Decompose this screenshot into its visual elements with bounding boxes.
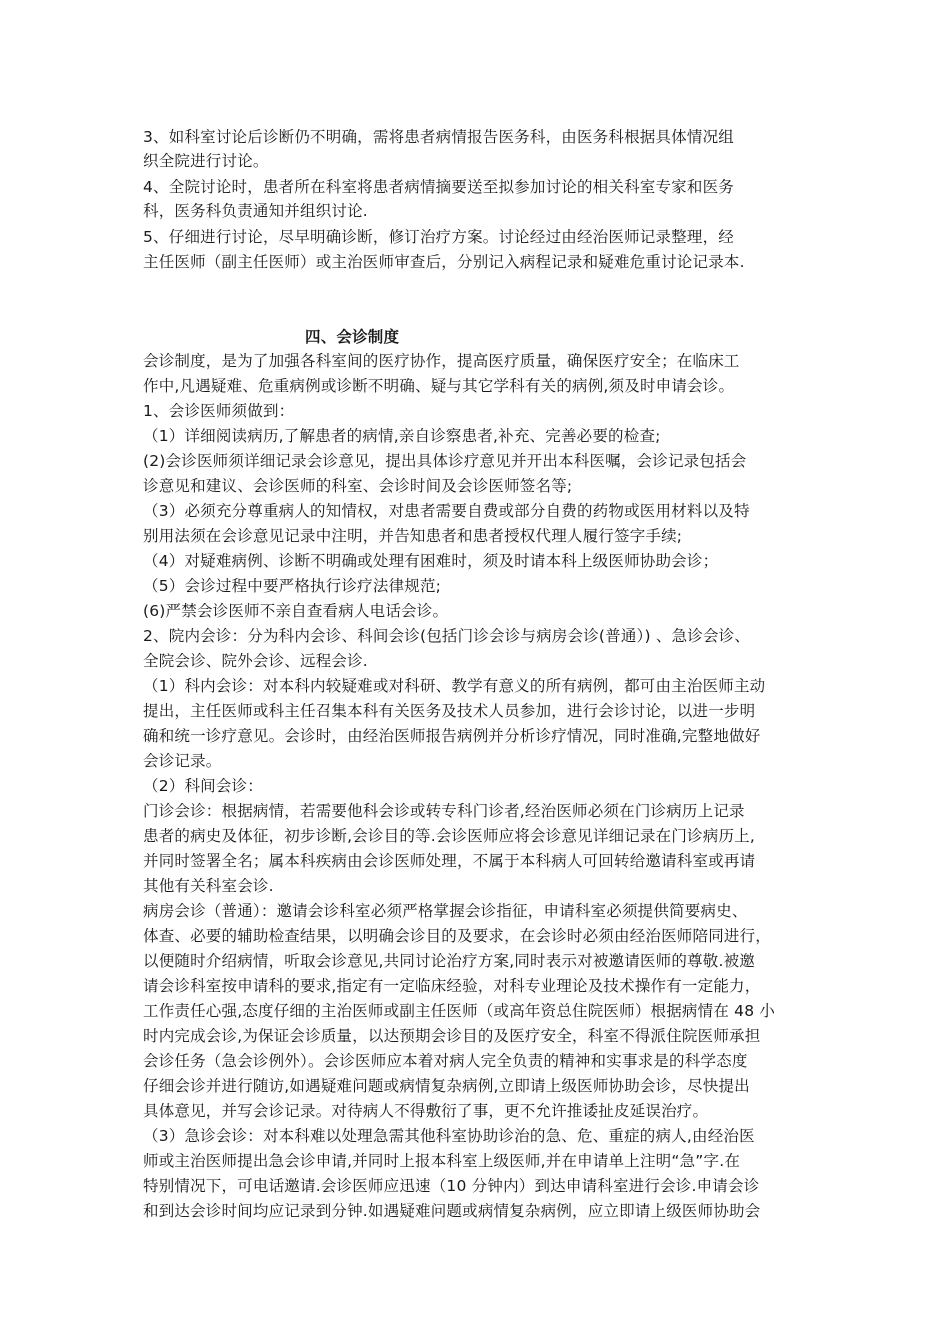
- text-line: 以便随时介绍病情，听取会诊意见,共同讨论治疗方案,同时表示对被邀请医师的尊敬.被邀: [143, 952, 755, 970]
- text-line: 会诊记录。: [143, 752, 222, 770]
- text-line: 作中,凡遇疑难、危重病例或诊断不明确、疑与其它学科有关的病例,须及时申请会诊。: [143, 377, 735, 395]
- text-line: 和到达会诊时间均应记录到分钟.如遇疑难问题或病情复杂病例，应立即请上级医师协助会: [143, 1202, 761, 1220]
- text-line: 1、会诊医师须做到：: [143, 402, 295, 420]
- text-line: （3）急诊会诊：对本科难以处理急需其他科室协助诊治的急、危、重症的病人,由经治医: [143, 1127, 755, 1145]
- text-line: 2、院内会诊：分为科内会诊、科间会诊(包括门诊会诊与病房会诊(普通）) 、急诊会诊、: [143, 627, 751, 645]
- text-line: (6)严禁会诊医师不亲自查看病人电话会诊。: [143, 602, 449, 620]
- text-line: 特别情况下，可电话邀请.会诊医师应迅速（10 分钟内）到达申请科室进行会诊.申请会诊: [143, 1177, 760, 1195]
- text-line: 科，医务科负责通知并组织讨论.: [143, 202, 368, 220]
- text-line: 仔细会诊并进行随访,如遇疑难问题或病情复杂病例,立即请上级医师协助会诊，尽快提出: [143, 1077, 750, 1095]
- text-line: 5、仔细进行讨论，尽早明确诊断，修订治疗方案。讨论经过由经治医师记录整理，经: [143, 228, 734, 246]
- text-line: 诊意见和建议、会诊医师的科室、会诊时间及会诊医师签名等;: [143, 477, 573, 495]
- text-line: (2)会诊医师须详细记录会诊意见，提出具体诊疗意见并开出本科医嘱，会诊记录包括会: [143, 452, 747, 470]
- text-line: （2）科间会诊：: [143, 777, 263, 795]
- section-title: 四、会诊制度: [305, 328, 400, 346]
- text-line: 具体意见，并写会诊记录。对待病人不得敷衍了事，更不允许推诿扯皮延误治疗。: [143, 1102, 709, 1120]
- text-line: 请会诊科室按申请科的要求,指定有一定临床经验，对科专业理论及技术操作有一定能力，: [143, 977, 761, 995]
- text-line: 患者的病史及体征，初步诊断,会诊目的等.会诊医师应将会诊意见详细记录在门诊病历上,: [143, 827, 755, 845]
- text-line: （4）对疑难病例、诊断不明确或处理有困难时，须及时请本科上级医师协助会诊；: [143, 552, 719, 570]
- text-line: 提出，主任医师或科主任召集本科有关医务及技术人员参加，进行会诊讨论，以进一步明: [143, 702, 756, 720]
- text-line: 会诊制度，是为了加强各科室间的医疗协作，提高医疗质量，确保医疗安全；在临床工: [143, 352, 740, 370]
- text-line: 门诊会诊：根据病情，若需要他科会诊或转专科门诊者,经治医师必须在门诊病历上记录: [143, 802, 745, 820]
- text-line: 4、全院讨论时，患者所在科室将患者病情摘要送至拟参加讨论的相关科室专家和医务: [143, 178, 734, 196]
- text-line: 3、如科室讨论后诊断仍不明确，需将患者病情报告医务科，由医务科根据具体情况组: [143, 128, 734, 146]
- text-line: 会诊任务（急会诊例外）。会诊医师应本着对病人完全负责的精神和实事求是的科学态度: [143, 1052, 748, 1070]
- text-line: （5）会诊过程中要严格执行诊疗法律规范;: [143, 577, 442, 595]
- text-line: 师或主治医师提出急会诊申请,并同时上报本科室上级医师,并在申请单上注明“急”字.在: [143, 1152, 741, 1170]
- text-line: 病房会诊（普通）：邀请会诊科室必须严格掌握会诊指征，申请科室必须提供简要病史、: [143, 902, 748, 920]
- text-line: （1）详细阅读病历,了解患者的病情,亲自诊察患者,补充、完善必要的检查;: [143, 427, 661, 445]
- text-line: 织全院进行讨论。: [143, 152, 269, 170]
- text-line: （3）必须充分尊重病人的知情权，对患者需要自费或部分自费的药物或医用材料以及特: [143, 502, 750, 520]
- text-line: 并同时签署全名；属本科疾病由会诊医师处理，不属于本科病人可回转给邀请科室或再请: [143, 852, 756, 870]
- text-line: 全院会诊、院外会诊、远程会诊.: [143, 652, 368, 670]
- text-line: 确和统一诊疗意见。会诊时，由经治医师报告病例并分析诊疗情况，同时准确,完整地做好: [143, 727, 761, 745]
- text-line: 工作责任心强,态度仔细的主治医师或副主任医师（或高年资总住院医师）根据病情在 48 小: [143, 1002, 776, 1020]
- text-line: 其他有关科室会诊.: [143, 877, 274, 895]
- text-line: 体查、必要的辅助检查结果，以明确会诊目的及要求，在会诊时必须由经治医师陪同进行，: [143, 927, 772, 945]
- text-line: 主任医师（副主任医师）或主治医师审查后，分别记入病程记录和疑难危重讨论记录本.: [143, 253, 745, 271]
- text-line: 别用法须在会诊意见记录中注明，并告知患者和患者授权代理人履行签字手续;: [143, 527, 683, 545]
- text-line: 时内完成会诊,为保证会诊质量，以达预期会诊目的及医疗安全，科室不得派住院医师承担: [143, 1027, 761, 1045]
- text-line: （1）科内会诊：对本科内较疑难或对科研、教学有意义的所有病例，都可由主治医师主动: [143, 677, 766, 695]
